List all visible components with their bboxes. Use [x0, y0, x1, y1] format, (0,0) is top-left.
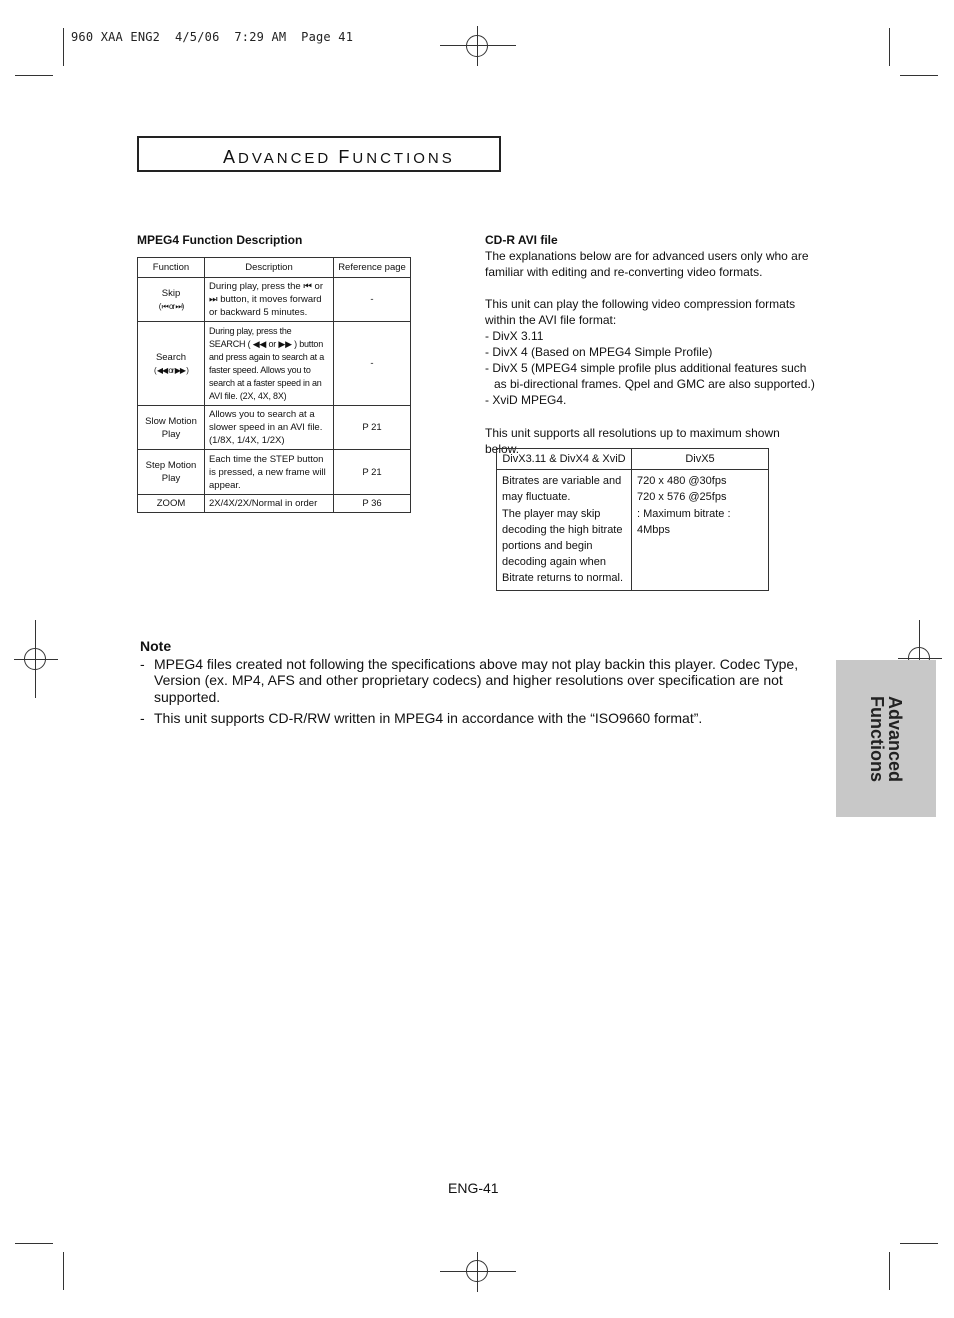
section-title: ADVANCED FUNCTIONS: [223, 147, 455, 167]
page-number: ENG-41: [448, 1180, 499, 1196]
description-cell: During play, press the SEARCH ( ◀◀ or ▶▶ ) button and press again to search at a faster speed. Allows you to search at a faster speed in an AVI file. (2X, 4X, 8X): [205, 322, 334, 406]
reference-cell: -: [334, 278, 411, 322]
column-header-function: Function: [138, 258, 205, 278]
cdr-formats-intro: This unit can play the following video compression formats within the AVI file format:: [485, 297, 796, 327]
column-header-divx311: DivX3.11 & DivX4 & XviD: [497, 449, 632, 470]
note-item: - This unit supports CD-R/RW written in MPEG4 in accordance with the “ISO9660 format”.: [140, 710, 703, 726]
print-header: 960 XAA ENG2 4/5/06 7:29 AM Page 41: [71, 30, 354, 44]
mpeg4-function-table: [137, 257, 411, 513]
column-header-divx5: DivX5: [632, 449, 769, 470]
mpeg4-heading: MPEG4 Function Description: [137, 233, 303, 247]
section-title-box: [137, 136, 501, 172]
column-header-reference: Reference page: [334, 258, 411, 278]
table-header-row: [138, 258, 411, 278]
table-row: [138, 322, 411, 406]
function-cell: Search ( ◀◀ or ▶▶ ): [138, 322, 205, 406]
resolution-note: This unit supports all resolutions up to maximum shown below.: [485, 426, 780, 456]
description-cell: 2X/4X/2X/Normal in order: [205, 495, 334, 513]
resolution-table: [496, 448, 769, 591]
description-cell: During play, press the ⏮ or ⏭ button, it moves forward or backward 5 minutes.: [205, 278, 334, 322]
format-item: - DivX 4 (Based on MPEG4 Simple Profile): [485, 345, 713, 359]
side-tab-label: Advanced Functions: [867, 695, 905, 782]
cdr-intro: The explanations below are for advanced users only who are familiar with editing and re-converting video formats.: [485, 249, 809, 279]
side-tab: [836, 660, 936, 817]
function-cell: Step Motion Play: [138, 450, 205, 495]
reference-cell: -: [334, 322, 411, 406]
table-row: [138, 278, 411, 322]
note-section: [140, 638, 820, 727]
function-cell: ZOOM: [138, 495, 205, 513]
table-row: [138, 495, 411, 513]
reference-cell: P 36: [334, 495, 411, 513]
format-item: - XviD MPEG4.: [485, 393, 567, 407]
function-cell: Slow Motion Play: [138, 406, 205, 450]
description-cell: Each time the STEP button is pressed, a new frame will appear.: [205, 450, 334, 495]
note-item: - MPEG4 files created not following the specifications above may not play backin this player. Codec Type, Version (ex. MP4, AFS and other proprietary codecs) and higher resolutions over specification are not supported.: [140, 655, 799, 705]
cdr-heading: CD-R AVI file: [485, 233, 558, 247]
divx5-cell: 720 x 480 @30fps 720 x 576 @25fps : Maximum bitrate : 4Mbps: [632, 470, 769, 590]
divx311-cell: Bitrates are variable and may fluctuate. The player may skip decoding the high bitrate portions and begin decoding again when Bitrate returns to normal.: [497, 470, 632, 590]
note-label: Note: [140, 638, 172, 654]
format-item: - DivX 3.11: [485, 329, 544, 343]
table-row: [138, 406, 411, 450]
function-cell: Skip ( ⏮ or ⏭): [138, 278, 205, 322]
table-row: [497, 470, 769, 590]
format-item: - DivX 5 (MPEG4 simple profile plus additional features such as bi-directional frames. Qpel and GMC are also supported.): [485, 361, 815, 391]
table-row: [138, 450, 411, 495]
description-cell: Allows you to search at a slower speed in an AVI file. (1/8X, 1/4X, 1/2X): [205, 406, 334, 450]
reference-cell: P 21: [334, 406, 411, 450]
table-header-row: [497, 449, 769, 470]
reference-cell: P 21: [334, 450, 411, 495]
cdr-avi-section: [485, 232, 815, 457]
column-header-description: Description: [205, 258, 334, 278]
